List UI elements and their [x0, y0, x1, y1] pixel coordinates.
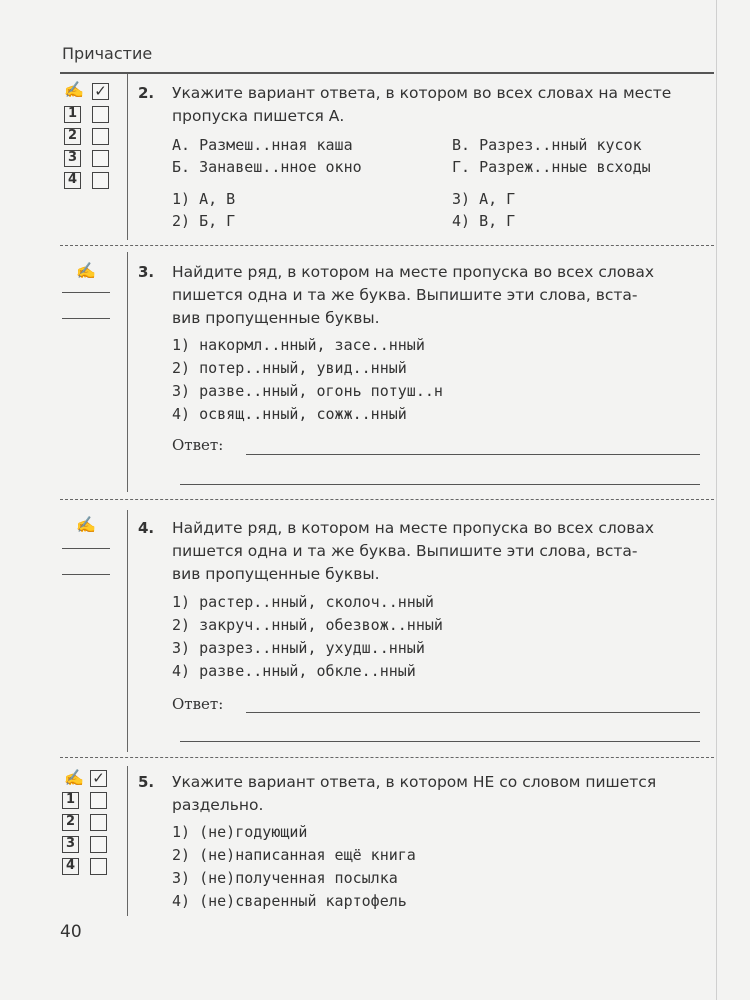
variant-g: Г. Разреж..нные всходы [452, 158, 651, 176]
answer-line[interactable] [246, 454, 700, 455]
check-icon: ✓ [92, 769, 105, 787]
question-number: 2. [138, 84, 155, 102]
answer-option: 1) А, В [172, 190, 236, 208]
answer-line[interactable] [246, 712, 700, 713]
question-stem-line: вив пропущенные буквы. [172, 565, 380, 583]
question-number: 5. [138, 773, 155, 791]
check-box[interactable] [90, 770, 107, 787]
question-separator [60, 245, 714, 247]
option-number-box: 2 [62, 814, 79, 831]
list-item: 1) накормл..нный, засе..нный [172, 336, 425, 354]
margin-divider [127, 510, 128, 752]
list-item: 4) (не)сваренный картофель [172, 892, 407, 910]
question-stem-line: Укажите вариант ответа, в котором во всех словах на месте [172, 84, 672, 102]
list-item: 3) (не)полученная посылка [172, 869, 398, 887]
pencil-icon: ✍ [76, 515, 96, 534]
pencil-icon: ✍ [64, 80, 84, 99]
answer-line[interactable] [180, 484, 700, 485]
list-item: 2) потер..нный, увид..нный [172, 359, 407, 377]
pencil-icon: ✍ [76, 261, 96, 280]
list-item: 2) закруч..нный, обезвож..нный [172, 616, 443, 634]
variant-b: Б. Занавеш..нное окно [172, 158, 362, 176]
list-item: 4) освящ..нный, сожж..нный [172, 405, 407, 423]
option-number-box: 1 [64, 106, 81, 123]
answer-option: 2) Б, Г [172, 212, 236, 230]
option-number-box: 3 [64, 150, 81, 167]
question-stem-line: пропуска пишется А. [172, 107, 345, 125]
margin-answer-line[interactable] [62, 574, 110, 575]
option-number-box: 1 [62, 792, 79, 809]
option-number-box: 2 [64, 128, 81, 145]
page-number: 40 [60, 922, 82, 942]
pencil-icon: ✍ [64, 768, 84, 787]
header-rule [60, 72, 714, 74]
question-number: 3. [138, 263, 155, 281]
answer-line[interactable] [180, 741, 700, 742]
variant-a: А. Размеш..нная каша [172, 136, 353, 154]
margin-divider [127, 252, 128, 492]
page-edge [716, 0, 717, 1000]
question-number: 4. [138, 519, 155, 537]
answer-box-4[interactable] [90, 858, 107, 875]
answer-box-4[interactable] [92, 172, 109, 189]
list-item: 2) (не)написанная ещё книга [172, 846, 416, 864]
question-stem-line: пишется одна и та же буква. Выпишите эти слова, вста- [172, 286, 638, 304]
page-header-title: Причастие [62, 44, 153, 63]
question-stem-line: раздельно. [172, 796, 264, 814]
answer-option: 4) В, Г [452, 212, 516, 230]
option-number-box: 4 [62, 858, 79, 875]
answer-box-3[interactable] [92, 150, 109, 167]
list-item: 4) разве..нный, обкле..нный [172, 662, 416, 680]
margin-divider [127, 766, 128, 916]
question-separator [60, 499, 714, 501]
question-stem-line: Укажите вариант ответа, в котором НЕ со словом пишется [172, 773, 657, 791]
question-stem-line: пишется одна и та же буква. Выпишите эти слова, вста- [172, 542, 638, 560]
list-item: 3) разрез..нный, ухудш..нный [172, 639, 425, 657]
question-stem-line: Найдите ряд, в котором на месте пропуска во всех словах [172, 519, 655, 537]
margin-answer-line[interactable] [62, 318, 110, 319]
margin-answer-line[interactable] [62, 548, 110, 549]
option-number-box: 4 [64, 172, 81, 189]
check-icon: ✓ [94, 82, 107, 100]
option-number-box: 3 [62, 836, 79, 853]
list-item: 3) разве..нный, огонь потуш..н [172, 382, 443, 400]
answer-box-2[interactable] [90, 814, 107, 831]
answer-label: Ответ: [172, 695, 224, 713]
answer-box-1[interactable] [90, 792, 107, 809]
question-stem-line: вив пропущенные буквы. [172, 309, 380, 327]
answer-box-1[interactable] [92, 106, 109, 123]
question-stem-line: Найдите ряд, в котором на месте пропуска во всех словах [172, 263, 655, 281]
answer-label: Ответ: [172, 436, 224, 454]
list-item: 1) (не)годующий [172, 823, 308, 841]
question-separator [60, 757, 714, 759]
margin-answer-line[interactable] [62, 292, 110, 293]
answer-box-2[interactable] [92, 128, 109, 145]
margin-divider [127, 74, 128, 240]
check-box[interactable] [92, 83, 109, 100]
answer-option: 3) А, Г [452, 190, 516, 208]
variant-v: В. Разрез..нный кусок [452, 136, 642, 154]
answer-box-3[interactable] [90, 836, 107, 853]
list-item: 1) растер..нный, сколоч..нный [172, 593, 434, 611]
